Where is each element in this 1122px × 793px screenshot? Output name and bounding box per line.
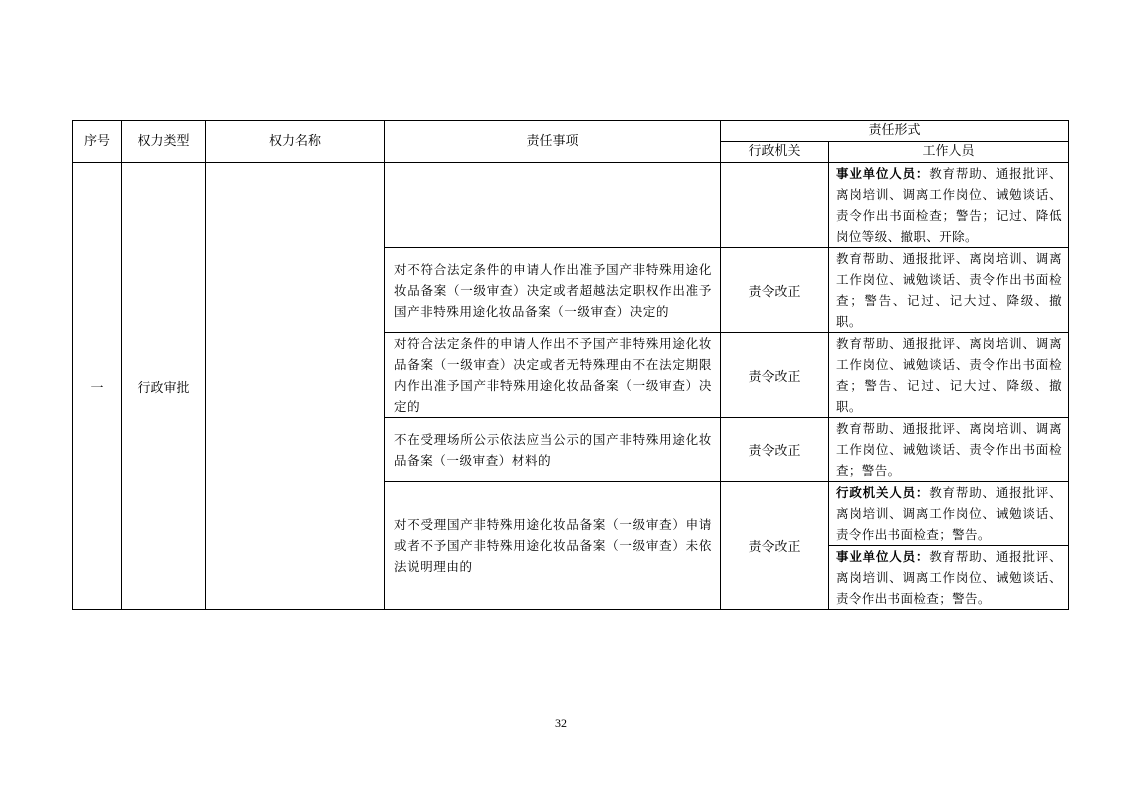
staff-text: 教育帮助、通报批评、离岗培训、调离工作岗位、诫勉谈话、责令作出书面检查；警告；记过、降低岗位等级、撤职、开除。 <box>836 166 1063 244</box>
header-power-name: 权力名称 <box>206 121 385 163</box>
admin-measure: 责令改正 <box>721 418 829 482</box>
responsibility-item: 对不符合法定条件的申请人作出准予国产非特殊用途化妆品备案（一级审查）决定或者超越法定职权作出准予国产非特殊用途化妆品备案（一级审查）决定的 <box>385 248 721 333</box>
staff-measure <box>829 546 1069 610</box>
staff-label: 事业单位人员： <box>836 166 930 181</box>
header-power-type: 权力类型 <box>122 121 206 163</box>
page-number: 32 <box>555 716 567 730</box>
staff-text: 教育帮助、通报批评、离岗培训、调离工作岗位、诫勉谈话、责令作出书面检查；警告、记过、记大过、降级、撤职。 <box>836 251 1063 329</box>
staff-measure <box>829 418 1069 482</box>
staff-measure <box>829 163 1069 248</box>
staff-text: 教育帮助、通报批评、离岗培训、调离工作岗位、诫勉谈话、责令作出书面检查；警告。 <box>836 549 1063 606</box>
staff-text: 教育帮助、通报批评、离岗培训、调离工作岗位、诫勉谈话、责令作出书面检查；警告、记过、记大过、降级、撤职。 <box>836 336 1063 414</box>
responsibility-item: 不在受理场所公示依法应当公示的国产非特殊用途化妆品备案（一级审查）材料的 <box>385 418 721 482</box>
header-staff: 工作人员 <box>829 142 1069 163</box>
group-seq: 一 <box>73 163 122 610</box>
responsibility-item: 对不受理国产非特殊用途化妆品备案（一级审查）申请或者不予国产非特殊用途化妆品备案（一级审查）未依法说明理由的 <box>385 482 721 610</box>
admin-measure <box>721 163 829 248</box>
admin-measure: 责令改正 <box>721 333 829 418</box>
staff-measure <box>829 248 1069 333</box>
header-responsibility-form: 责任形式 <box>721 121 1069 142</box>
admin-measure: 责令改正 <box>721 482 829 610</box>
responsibility-item <box>385 163 721 248</box>
header-admin-org: 行政机关 <box>721 142 829 163</box>
header-seq: 序号 <box>73 121 122 163</box>
header-responsibility: 责任事项 <box>385 121 721 163</box>
staff-label: 事业单位人员： <box>836 549 930 564</box>
staff-measure <box>829 333 1069 418</box>
group-power-type: 行政审批 <box>122 163 206 610</box>
staff-measure <box>829 482 1069 546</box>
admin-measure: 责令改正 <box>721 248 829 333</box>
responsibility-item: 对符合法定条件的申请人作出不予国产非特殊用途化妆品备案（一级审查）决定或者无特殊理由不在法定期限内作出准予国产非特殊用途化妆品备案（一级审查）决定的 <box>385 333 721 418</box>
staff-label: 行政机关人员： <box>836 485 930 500</box>
group-power-name <box>206 163 385 610</box>
staff-text: 教育帮助、通报批评、离岗培训、调离工作岗位、诫勉谈话、责令作出书面检查；警告。 <box>836 421 1063 478</box>
table-row <box>73 163 1069 248</box>
staff-text: 教育帮助、通报批评、离岗培训、调离工作岗位、诫勉谈话、责令作出书面检查；警告。 <box>836 485 1063 542</box>
responsibility-table <box>72 120 1069 610</box>
